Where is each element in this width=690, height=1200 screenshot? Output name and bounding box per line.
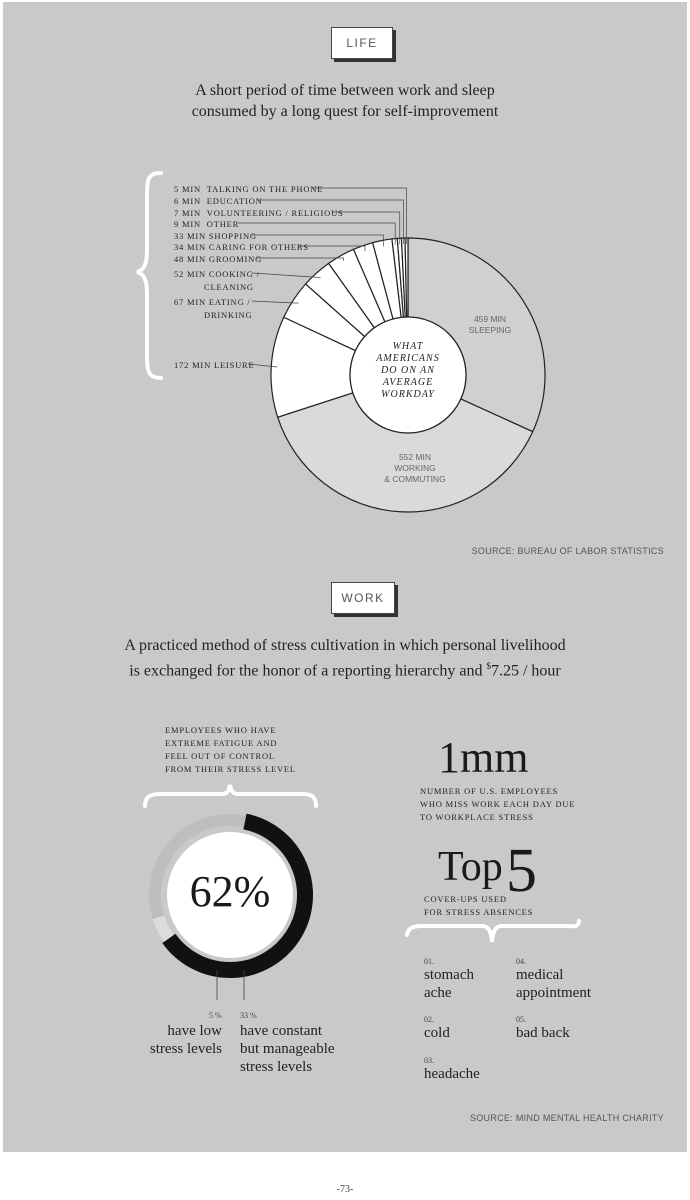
work-subtitle-line2 [25, 656, 665, 681]
label-grooming [174, 253, 262, 266]
fatigue-line-1: EMPLOYEES WHO HAVE [165, 725, 277, 735]
work-source: SOURCE: MIND MENTAL HEALTH CHARITY [469, 1113, 664, 1123]
coverup-num-2: 02. [424, 1015, 434, 1024]
label-phone-min: 5 MIN [174, 184, 201, 194]
sleeping-name: SLEEPING [468, 325, 512, 335]
working-name-2: & COMMUTING [384, 474, 446, 484]
label-shopping-min: 33 MIN [174, 231, 206, 241]
label-eating-name-2: DRINKING [204, 310, 253, 320]
sleeping-value: 459 MIN [473, 314, 507, 324]
constant-line-3: stress levels [240, 1059, 313, 1075]
work-subtitle [25, 635, 665, 681]
label-cooking-min: 52 MIN [174, 269, 206, 279]
workday-pie-chart [0, 0, 690, 560]
mm-line-2: WHO MISS WORK EACH DAY DUE [420, 799, 576, 809]
coverup-item-1 [424, 957, 474, 1002]
label-leisure [174, 359, 255, 372]
low-percent: 5 % [209, 1011, 222, 1020]
big-percent: 62% [189, 867, 271, 916]
coverup-text-1 [424, 966, 474, 1002]
life-source: SOURCE: BUREAU OF LABOR STATISTICS [471, 546, 664, 556]
low-line-1: have low [167, 1023, 222, 1039]
constant-percent: 33 % [240, 1011, 257, 1020]
coverup-text-3 [424, 1065, 480, 1083]
center-line-1: WHAT [392, 341, 424, 352]
mm-stat: 1mm [438, 733, 529, 782]
life-subtitle-line2: consumed by a long quest for self-improvement [191, 103, 499, 120]
sleeping-label [450, 314, 530, 336]
coverup-1-line-1: stomach [424, 967, 474, 983]
life-tag: LIFE [331, 27, 393, 59]
coverup-num-3: 03. [424, 1056, 434, 1065]
mm-line-1: NUMBER OF U.S. EMPLOYEES [420, 786, 558, 796]
label-grooming-min: 48 MIN [174, 254, 206, 264]
coverup-num-5: 05. [516, 1015, 526, 1024]
dollar-sign: $ [486, 661, 491, 671]
cover-brace [407, 921, 579, 942]
label-education-min: 6 MIN [174, 196, 201, 206]
center-line-4: AVERAGE [382, 377, 434, 388]
working-name: WORKING [394, 463, 436, 473]
left-brace [137, 173, 161, 378]
label-education-name: EDUCATION [206, 196, 263, 206]
coverup-num-1: 01. [424, 957, 434, 966]
center-line-5: WORKDAY [381, 389, 435, 400]
coverup-item-4 [516, 957, 591, 1002]
label-phone-name: TALKING ON THE PHONE [206, 184, 324, 194]
label-grooming-name: GROOMING [208, 254, 263, 264]
leader-line [252, 273, 321, 277]
coverup-item-5 [516, 1015, 570, 1042]
cover-label [424, 893, 533, 919]
pie-center-label [358, 341, 458, 401]
label-cooking [174, 268, 260, 294]
work-subtitle-line1: A practiced method of stress cultivation in which personal livelihood [124, 637, 566, 654]
coverup-2-line-1: cold [424, 1025, 450, 1041]
fatigue-brace [145, 785, 316, 806]
donut-arc-low [158, 917, 168, 938]
cover-line-2: FOR STRESS ABSENCES [424, 907, 534, 917]
work-tag: WORK [331, 582, 395, 614]
label-other-min: 9 MIN [174, 219, 201, 229]
label-leisure-min: 172 MIN [174, 360, 212, 370]
coverup-num-4: 04. [516, 957, 526, 966]
top-number: 5 [506, 837, 537, 905]
label-cooking-name: COOKING / [208, 269, 260, 279]
label-volunteering-min: 7 MIN [174, 208, 201, 218]
coverup-text-4 [516, 966, 591, 1002]
label-eating-min: 67 MIN [174, 297, 206, 307]
low-line-2: stress levels [149, 1041, 222, 1057]
label-other-name: OTHER [206, 219, 240, 229]
label-leisure-name: LEISURE [213, 360, 255, 370]
label-volunteering-name: VOLUNTEERING / RELIGIOUS [206, 208, 344, 218]
working-value: 552 MIN [398, 452, 432, 462]
label-caring-name: CARING FOR OTHERS [208, 242, 309, 252]
center-line-2: AMERICANS [376, 353, 440, 364]
coverup-text-2 [424, 1024, 450, 1042]
fatigue-line-2: EXTREME FATIGUE AND [165, 738, 278, 748]
top-label: Top [438, 844, 503, 890]
label-caring-min: 34 MIN [174, 242, 206, 252]
wage-amount: 7.25 / hour [490, 662, 561, 680]
label-cooking-name-2: CLEANING [204, 282, 254, 292]
coverup-item-2 [424, 1015, 450, 1042]
constant-label [240, 1022, 335, 1076]
coverup-4-line-1: medical [516, 967, 564, 983]
mm-line-3: TO WORKPLACE STRESS [420, 812, 534, 822]
coverup-4-line-2: appointment [516, 985, 591, 1001]
fatigue-line-4: FROM THEIR STRESS LEVEL [165, 764, 296, 774]
life-subtitle-line1: A short period of time between work and sleep [195, 82, 495, 99]
mm-label [420, 785, 575, 824]
label-eating [174, 296, 252, 322]
label-eating-name: EATING / [208, 297, 251, 307]
constant-line-2: but manageable [240, 1041, 335, 1057]
cover-line-1: COVER-UPS USED [424, 894, 507, 904]
coverup-3-line-1: headache [424, 1066, 480, 1082]
coverup-1-line-2: ache [424, 985, 452, 1001]
coverup-5-line-1: bad back [516, 1025, 570, 1041]
center-line-3: DO ON AN [381, 365, 435, 376]
working-label [360, 452, 470, 485]
work-subtitle-line2-text: is exchanged for the honor of a reporting hierarchy and [129, 662, 487, 680]
page-number: -73- [336, 1184, 354, 1195]
low-label [150, 1022, 222, 1058]
coverup-text-5 [516, 1024, 570, 1042]
coverup-item-3 [424, 1056, 480, 1083]
constant-line-1: have constant [240, 1023, 323, 1039]
leader-line [256, 258, 344, 261]
fatigue-line-3: FEEL OUT OF CONTROL [165, 751, 275, 761]
fatigue-label [165, 724, 296, 776]
label-shopping-name: SHOPPING [208, 231, 257, 241]
